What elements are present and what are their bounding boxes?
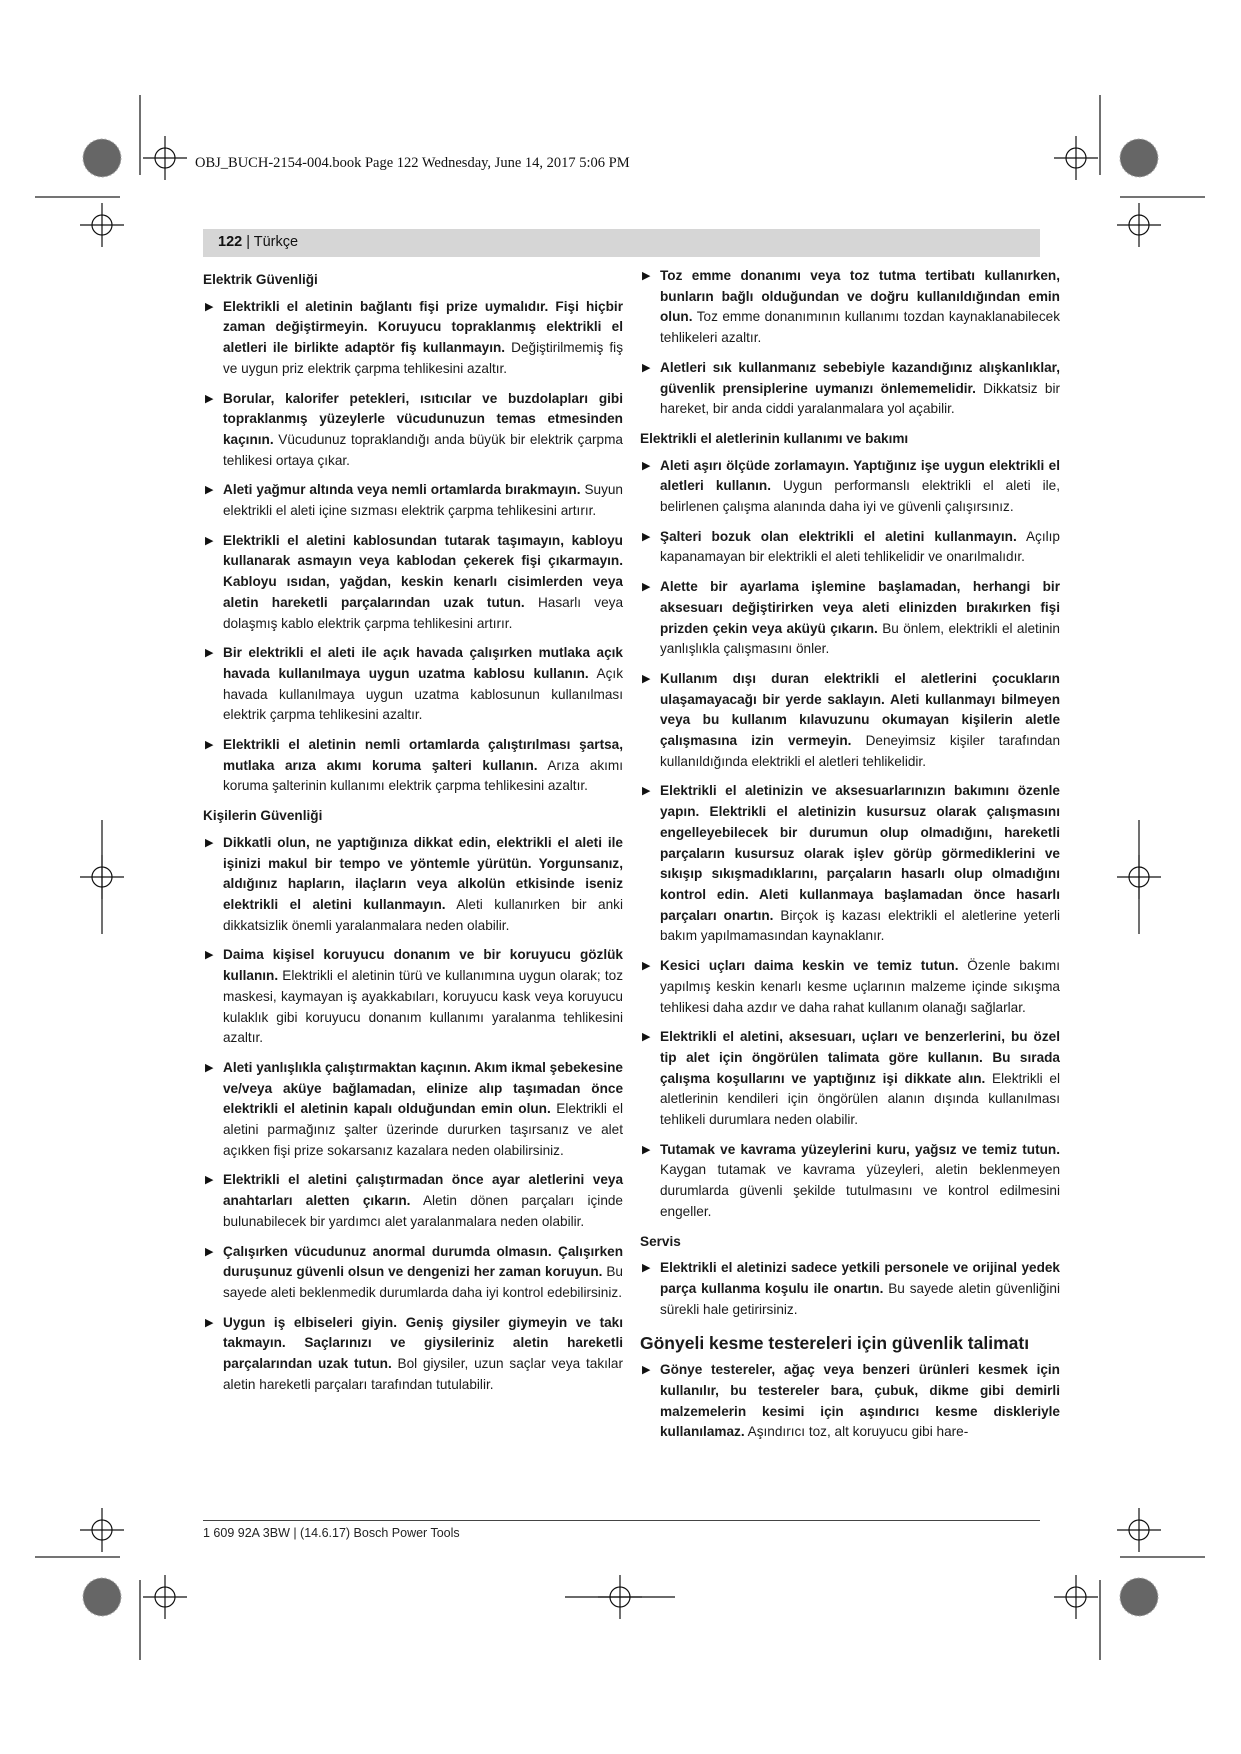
bullet-triangle-icon: ▶ bbox=[642, 785, 651, 798]
bullet-triangle-icon: ▶ bbox=[642, 1262, 651, 1275]
safety-instruction-item bbox=[203, 1170, 623, 1232]
crosshair-top-right bbox=[1054, 136, 1098, 180]
safety-instruction-item bbox=[640, 1140, 1060, 1223]
safety-instruction-item bbox=[203, 531, 623, 635]
instruction-body-text: Arıza akımı koruma şalterinin kullanımı elektrik çarpma tehlikesini azaltır. bbox=[223, 757, 623, 794]
footer-rule bbox=[203, 1520, 1040, 1521]
instruction-bold-text: Aletleri sık kullanmanız sebebiyle kazandığınız alışkanlıklar, güvenlik prensiplerine uymanızı önlememelidir. bbox=[660, 359, 1060, 396]
instruction-body-text: Özenle bakımı yapılmış keskin kenarlı kesme uçlarının malzeme içinde sıkışma tehlikesi daha azdır ve daha rahat kullanım olanağı sağlarlar. bbox=[660, 958, 1060, 1015]
instruction-body-text: Toz emme donanımının kullanımı tozdan kaynaklanabilecek tehlikeleri azaltır. bbox=[660, 309, 1060, 346]
bullet-triangle-icon: ▶ bbox=[205, 1061, 214, 1074]
safety-instruction-item bbox=[640, 781, 1060, 947]
bullet-triangle-icon: ▶ bbox=[642, 960, 651, 973]
crosshair-bottom-center bbox=[565, 1575, 675, 1619]
bullet-triangle-icon: ▶ bbox=[642, 581, 651, 594]
instruction-bold-text: Aleti yanlışlıkla çalıştırmaktan kaçının. Akım ikmal şebekesine ve/veya aküye bağlamadan, elinize alıp taşımadan önce elektrikli el aletinin kapalı olduğundan emin olun. bbox=[223, 1059, 623, 1117]
instruction-bold-text: Borular, kalorifer petekleri, ısıtıcılar ve buzdolapları gibi topraklanmış yüzeylerle vücudunuzun temas etmesinden kaçının. bbox=[223, 390, 623, 447]
safety-instruction-item bbox=[640, 1258, 1060, 1320]
instruction-bold-text: Dikkatli olun, ne yaptığınıza dikkat edin, elektrikli el aleti ile işinizi makul bir tempo ve yöntemle yürütün. Yorgunsanız, aldığınız hapların, ilaçların veya alkolün etkisinde iseniz elektrikli el aletini kullanmayın. bbox=[223, 834, 623, 912]
crosshair-bottom-right bbox=[1054, 1575, 1098, 1619]
safety-instruction-item bbox=[640, 669, 1060, 773]
safety-instruction-item bbox=[203, 735, 623, 797]
instruction-bold-text: Elektrikli el aletinizi sadece yetkili personele ve orijinal yedek parça kullanma koşulu ile onartın. bbox=[660, 1260, 1060, 1296]
page-header-bar bbox=[203, 229, 1040, 257]
safety-instruction-item bbox=[203, 945, 623, 1049]
instruction-body-text: Bol giysiler, uzun saçlar veya takılar aletin hareketli parçaları tarafından tutulabilir. bbox=[223, 1356, 624, 1392]
instruction-body-text: Bu sayede aletin güvenliğini sürekli hale getirirsiniz. bbox=[660, 1280, 1061, 1317]
instruction-body-text: Dikkatsiz bir hareket, bir anda ciddi yaralanmalara yol açabilir. bbox=[660, 380, 1061, 417]
instruction-bold-text: Kullanım dışı duran elektrikli el aletlerini çocukların ulaşamayacağı bir yerde saklayın. Aleti kullanmayı bilmeyen veya bu kullanım kılavuzunu okumayan kişilerin aletle çalışmasına izin vermeyin. bbox=[660, 670, 1060, 749]
safety-instruction-item bbox=[203, 643, 623, 726]
bullet-triangle-icon: ▶ bbox=[642, 1031, 651, 1044]
safety-instruction-item bbox=[203, 480, 623, 521]
safety-instruction-item bbox=[203, 1313, 623, 1396]
crosshair-left-middle bbox=[80, 820, 124, 934]
bullet-triangle-icon: ▶ bbox=[205, 739, 214, 752]
instruction-bold-text: Bir elektrikli el aleti ile açık havada çalışırken mutlaka açık havada kullanılmaya uygun uzatma kablosu kullanın. bbox=[223, 645, 623, 681]
subsection-title: Gönyeli kesme testereleri için güvenlik talimatı bbox=[640, 1333, 1030, 1354]
bullet-triangle-icon: ▶ bbox=[642, 1143, 651, 1156]
registration-circle-bottom-right bbox=[1120, 1578, 1158, 1616]
instruction-bold-text: Alette bir ayarlama işlemine başlamadan, herhangi bir aksesuarı değiştirirken veya aleti elinizden bırakırken fişi prizden çekin veya aküyü çıkarın. bbox=[660, 579, 1060, 636]
crosshair-left-upper bbox=[80, 203, 124, 247]
left-column bbox=[203, 266, 623, 1404]
page-header bbox=[218, 234, 298, 250]
section-heading: Servis bbox=[640, 1233, 681, 1249]
instruction-body-text: Aleti kullanırken bir anki dikkatsizlik önemli yaralanmalara neden olabilir. bbox=[223, 896, 623, 933]
bullet-triangle-icon: ▶ bbox=[205, 647, 214, 660]
section-heading: Elektrik Güvenliği bbox=[203, 272, 318, 287]
crosshair-left-lower bbox=[80, 1508, 124, 1552]
safety-instruction-item bbox=[203, 297, 623, 380]
instruction-bold-text: Elektrikli el aletini çalıştırmadan önce ayar aletlerini veya anahtarları aletten çıkarın. bbox=[223, 1172, 623, 1209]
safety-instruction-item bbox=[203, 833, 623, 937]
instruction-bold-text: Toz emme donanımı veya toz tutma tertibatı kullanırken, bunların bağlı olduğundan ve doğru kullanıldığından emin olun. bbox=[660, 268, 1060, 325]
safety-instruction-item bbox=[640, 456, 1060, 518]
header-language: Türkçe bbox=[253, 234, 299, 250]
instruction-body-text: Açılıp kapanamayan bir elektrikli el aleti tehlikelidir ve onarılmalıdır. bbox=[660, 528, 1060, 565]
instruction-body-text: Deneyimsiz kişiler tarafından kullanıldığında elektrikli el aletleri tehlikelidir. bbox=[660, 733, 1061, 769]
page-footer: 1 609 92A 3BW | (14.6.17) Bosch Power Tools bbox=[203, 1526, 460, 1540]
bullet-triangle-icon: ▶ bbox=[205, 1245, 214, 1258]
bullet-triangle-icon: ▶ bbox=[205, 484, 214, 497]
instruction-body-text: Vücudunuz topraklandığı anda büyük bir elektrik çarpma tehlikesi ortaya çıkar. bbox=[223, 431, 623, 468]
instruction-bold-text: Tutamak ve kavrama yüzeylerini kuru, yağsız ve temiz tutun. bbox=[660, 1141, 1060, 1157]
instruction-body-text: Açık havada kullanılmaya uygun uzatma kablosunun kullanılması elektrik çarpma tehlikesini azaltır. bbox=[223, 665, 623, 723]
instruction-body-text: Elektrikli el aletinin türü ve kullanımına uygun olarak; toz maskesi, kaymayan iş ayakkabıları, koruyucu kask veya koruyucu kulaklık gibi koruyucu donanım kullanımı yaralanma tehlikesini azaltır. bbox=[223, 968, 623, 1046]
safety-instruction-item bbox=[640, 956, 1060, 1018]
registration-circle-top-left bbox=[83, 139, 121, 177]
bullet-triangle-icon: ▶ bbox=[642, 1364, 651, 1377]
instruction-bold-text: Aleti yağmur altında veya nemli ortamlarda bırakmayın. bbox=[223, 482, 581, 498]
bullet-triangle-icon: ▶ bbox=[205, 300, 214, 313]
instruction-body-text: Hasarlı veya dolaşmış kablo elektrik çarpma tehlikesini artırır. bbox=[223, 594, 624, 631]
registration-circle-top-right bbox=[1120, 139, 1158, 177]
section-heading: Elektrikli el aletlerinin kullanımı ve bakımı bbox=[640, 430, 909, 446]
instruction-body-text: Aletin dönen parçaları içinde bulunabilecek bir yardımcı alet yaralanmalara neden olabilir. bbox=[223, 1193, 623, 1229]
safety-instruction-item bbox=[640, 1360, 1060, 1443]
instruction-bold-text: Elektrikli el aletinin nemli ortamlarda çalıştırılması şartsa, mutlaka arıza akımı koruma şalteri kullanın. bbox=[223, 737, 623, 773]
instruction-bold-text: Gönye testereler, ağaç veya benzeri ürünleri kesmek için kullanılır, bu testereler bara, çubuk, dikme gibi demirli malzemelerin kesimi için aşındırıcı kesme diskleriyle kullanılamaz. bbox=[660, 1362, 1060, 1440]
print-slug-line: OBJ_BUCH-2154-004.book Page 122 Wednesday, June 14, 2017 5:06 PM bbox=[195, 155, 630, 171]
bullet-triangle-icon: ▶ bbox=[642, 361, 651, 374]
registration-circle-bottom-left bbox=[83, 1578, 121, 1616]
bullet-triangle-icon: ▶ bbox=[205, 1316, 214, 1329]
safety-instruction-item bbox=[640, 1027, 1060, 1131]
instruction-body-text: Aşındırıcı toz, alt koruyucu gibi hare- bbox=[744, 1424, 969, 1440]
bullet-triangle-icon: ▶ bbox=[205, 534, 214, 547]
bullet-triangle-icon: ▶ bbox=[205, 949, 214, 962]
instruction-bold-text: Şalteri bozuk olan elektrikli el aletini kullanmayın. bbox=[660, 528, 1017, 544]
instruction-body-text: Suyun elektrikli el aleti içine sızması elektrik çarpma tehlikesini artırır. bbox=[223, 482, 623, 519]
instruction-bold-text: Elektrikli el aletinizin ve aksesuarlarınızın bakımını özenle yapın. Elektrikli el aletinizin kusursuz olarak çalışmasını engelleyebilecek bir durumun olup olmadığını, hareketli parçaların kusursuz olarak işlev görüp görmediklerini ve sıkışıp sıkışmadıklarını, parçaların hasarlı olup olmadığını kontrol edin. Aleti kullanmaya başlamadan önce hasarlı parçaları onartın. bbox=[660, 783, 1060, 923]
safety-instruction-item bbox=[203, 1058, 623, 1162]
instruction-body-text: Kaygan tutamak ve kavrama yüzeyleri, aletin beklenmeyen durumlarda güvenli şekilde tutulmasını ve kontrol edilmesini engeller. bbox=[660, 1162, 1060, 1219]
instruction-bold-text: Uygun iş elbiseleri giyin. Geniş giysiler giymeyin ve takı takmayın. Saçlarınızı ve giysileriniz aletin hareketli parçalarından uzak tutun. bbox=[223, 1314, 623, 1372]
instruction-bold-text: Elektrikli el aletini kablosundan tutarak taşımayın, kabloyu kullanarak asmayın veya kablodan çekerek fişi çıkarmayın. Kabloyu ısıdan, yağdan, keskin kenarlı cisimlerden veya aletin hareketli parçalarından uzak tutun. bbox=[223, 532, 623, 610]
instruction-body-text: Uygun performanslı elektrikli el aleti ile, belirlenen çalışma alanında daha iyi ve güvenli çalışırsınız. bbox=[660, 478, 1060, 515]
bullet-triangle-icon: ▶ bbox=[205, 836, 214, 849]
instruction-body-text: Bu sayede aleti beklenmedik durumlarda daha iyi kontrol edebilirsiniz. bbox=[223, 1264, 623, 1300]
instruction-body-text: Birçok iş kazası elektrikli el aletlerine yeterli bakım yapılmamasından kaynaklanır. bbox=[660, 907, 1061, 944]
safety-instruction-item bbox=[640, 527, 1060, 568]
bullet-triangle-icon: ▶ bbox=[642, 530, 651, 543]
crosshair-right-middle bbox=[1117, 820, 1161, 934]
page-number: 122 bbox=[218, 234, 243, 250]
instruction-body-text: Elektrikli el aletlerinin kendileri için öngörülen alanın dışında kullanılması tehlikeli durumlara neden olabilir. bbox=[660, 1070, 1060, 1128]
safety-instruction-item bbox=[203, 389, 623, 472]
safety-instruction-item bbox=[640, 358, 1060, 420]
instruction-body-text: Değiştirilmemiş fiş ve uygun priz elektrik çarpma tehlikesini azaltır. bbox=[223, 340, 623, 376]
safety-instruction-item bbox=[640, 577, 1060, 660]
bullet-triangle-icon: ▶ bbox=[205, 1174, 214, 1187]
instruction-bold-text: Çalışırken vücudunuz anormal durumda olmasın. Çalışırken duruşunuz güvenli olsun ve dengenizi her zaman koruyun. bbox=[223, 1243, 623, 1280]
instruction-body-text: Elektrikli el aletini parmağınız şalter üzerinde dururken taşırsanız ve alet açıkken fişi prize sokarsanız kazalara neden olabilirsiniz. bbox=[223, 1101, 623, 1158]
safety-instruction-item bbox=[640, 266, 1060, 349]
crosshair-top-left bbox=[143, 136, 187, 180]
right-column bbox=[640, 266, 1060, 1452]
crosshair-right-upper bbox=[1117, 203, 1161, 247]
crosshair-bottom-left bbox=[143, 1575, 187, 1619]
safety-instruction-item bbox=[203, 1242, 623, 1304]
instruction-body-text: Bu önlem, elektrikli el aletinin yanlışlıkla çalışmasını önler. bbox=[660, 620, 1060, 657]
bullet-triangle-icon: ▶ bbox=[642, 270, 651, 282]
bullet-triangle-icon: ▶ bbox=[642, 672, 651, 685]
instruction-bold-text: Elektrikli el aletini, aksesuarı, uçları ve benzerlerini, bu özel tip alet için öngörülen talimata göre kullanın. Bu sırada çalışma koşullarını ve yaptığınız işi dikkate alın. bbox=[660, 1029, 1060, 1086]
section-heading: Kişilerin Güvenliği bbox=[203, 808, 323, 824]
instruction-bold-text: Elektrikli el aletinin bağlantı fişi prize uymalıdır. Fişi hiçbir zaman değiştirmeyin. Koruyucu topraklanmış elektrikli el aletleri ile birlikte adaptör fiş kullanmayın. bbox=[223, 298, 623, 356]
crosshair-right-lower bbox=[1117, 1508, 1161, 1552]
header-separator: | bbox=[242, 234, 254, 250]
bullet-triangle-icon: ▶ bbox=[642, 459, 651, 472]
instruction-bold-text: Aleti aşırı ölçüde zorlamayın. Yaptığınız işe uygun elektrikli el aletleri kullanın. bbox=[660, 457, 1060, 494]
instruction-bold-text: Daima kişisel koruyucu donanım ve bir koruyucu gözlük kullanın. bbox=[223, 947, 623, 984]
bullet-triangle-icon: ▶ bbox=[205, 392, 214, 405]
instruction-bold-text: Kesici uçları daima keskin ve temiz tutun. bbox=[660, 958, 959, 974]
